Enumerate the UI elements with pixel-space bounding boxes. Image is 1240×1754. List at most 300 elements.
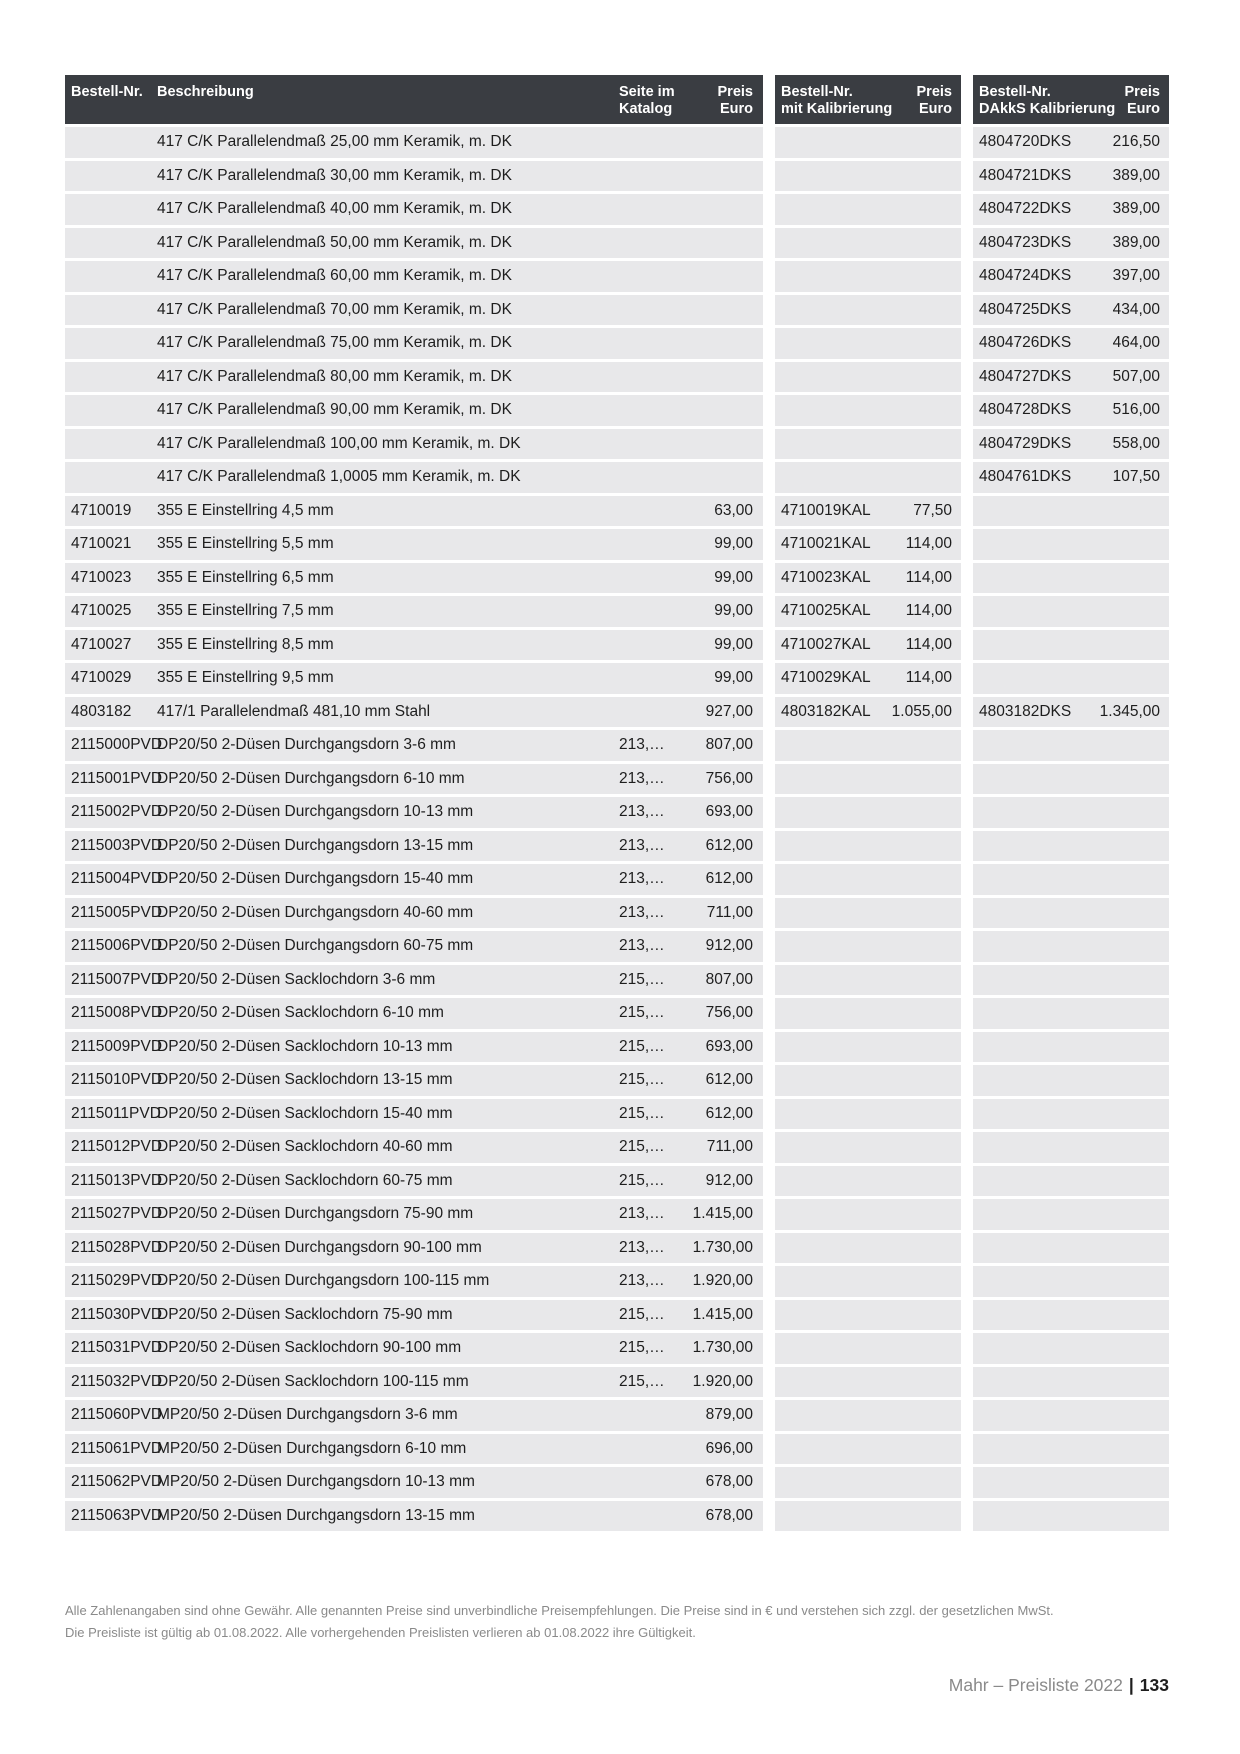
main-table-body bbox=[65, 127, 763, 1531]
beschreibung-cell: MP20/50 2-Düsen Durchgangsdorn 10-13 mm bbox=[157, 1473, 475, 1490]
dakks-row bbox=[973, 261, 1169, 292]
bestell-nr-cell: 2115009PVD bbox=[71, 1037, 163, 1055]
dakks-row bbox=[973, 1434, 1169, 1465]
bestell-nr-cell: 2115000PVD bbox=[71, 736, 163, 753]
beschreibung-cell: DP20/50 2-Düsen Sacklochdorn 90-100 mm bbox=[157, 1339, 462, 1356]
dakks-row bbox=[973, 563, 1169, 594]
calibration-row bbox=[775, 965, 961, 996]
bestell-nr-cell: 2115060PVD bbox=[71, 1406, 163, 1423]
table-row bbox=[65, 1266, 763, 1297]
bestell-nr-cell: 2115032PVD bbox=[71, 1372, 163, 1390]
bestell-nr-cell: 4710029 bbox=[71, 669, 132, 686]
calibration-row bbox=[775, 529, 961, 560]
calibration-row bbox=[775, 1266, 961, 1297]
dakks-row bbox=[973, 1501, 1169, 1532]
dakks-preis-cell: 516,00 bbox=[1112, 401, 1160, 418]
bestell-nr-cell: 2115010PVD bbox=[71, 1071, 163, 1088]
dakks-row bbox=[973, 764, 1169, 795]
page-footer bbox=[949, 1675, 1169, 1696]
dakks-row bbox=[973, 295, 1169, 326]
table-row bbox=[65, 261, 763, 292]
calibration-row bbox=[775, 496, 961, 527]
table-row bbox=[65, 630, 763, 661]
header-preis-kalibrierung: Preis Euro bbox=[916, 84, 952, 117]
beschreibung-cell: DP20/50 2-Düsen Durchgangsdorn 90-100 mm bbox=[157, 1238, 482, 1256]
calibration-row bbox=[775, 697, 961, 728]
disclaimer bbox=[65, 1600, 1175, 1644]
beschreibung-cell: MP20/50 2-Düsen Durchgangsdorn 13-15 mm bbox=[157, 1506, 475, 1524]
preis-cell: 99,00 bbox=[714, 535, 753, 552]
calibration-row bbox=[775, 362, 961, 393]
dakks-nr-cell: 4804722DKS bbox=[979, 200, 1072, 217]
katalog-seite-cell: 215,… bbox=[619, 1004, 665, 1021]
table-row bbox=[65, 1367, 763, 1398]
table-row bbox=[65, 228, 763, 259]
calibration-row bbox=[775, 429, 961, 460]
dakks-table-body bbox=[973, 127, 1169, 1531]
dakks-preis-cell: 389,00 bbox=[1112, 233, 1160, 251]
calibration-row bbox=[775, 1467, 961, 1498]
table-row bbox=[65, 496, 763, 527]
preis-cell: 807,00 bbox=[705, 736, 753, 753]
preis-cell: 1.415,00 bbox=[692, 1305, 753, 1323]
header-preis-euro: Preis Euro bbox=[717, 84, 753, 117]
table-row bbox=[65, 127, 763, 158]
kalibrierung-preis-cell: 77,50 bbox=[913, 501, 952, 519]
kalibrierung-preis-cell: 114,00 bbox=[905, 669, 952, 686]
dakks-row bbox=[973, 697, 1169, 728]
calibration-row bbox=[775, 161, 961, 192]
dakks-row bbox=[973, 429, 1169, 460]
table-row bbox=[65, 462, 763, 493]
table-row bbox=[65, 1400, 763, 1431]
calibration-row bbox=[775, 1300, 961, 1331]
bestell-nr-cell: 2115031PVD bbox=[71, 1339, 163, 1356]
bestell-nr-cell: 2115004PVD bbox=[71, 870, 163, 887]
table-row bbox=[65, 1333, 763, 1364]
bestell-nr-cell: 2115008PVD bbox=[71, 1004, 163, 1021]
bestell-nr-cell: 2115028PVD bbox=[71, 1238, 163, 1256]
katalog-seite-cell: 213,… bbox=[619, 870, 665, 887]
calibration-table-header bbox=[775, 75, 961, 124]
disclaimer-line-2: Die Preisliste ist gültig ab 01.08.2022. Alle vorhergehenden Preislisten verlieren ab 01.08.2022 ihre Gültigkeit. bbox=[65, 1625, 696, 1640]
calibration-row bbox=[775, 295, 961, 326]
calibration-row bbox=[775, 1065, 961, 1096]
beschreibung-cell: MP20/50 2-Düsen Durchgangsdorn 6-10 mm bbox=[157, 1439, 467, 1457]
calibration-row bbox=[775, 764, 961, 795]
beschreibung-cell: DP20/50 2-Düsen Durchgangsdorn 6-10 mm bbox=[157, 769, 465, 787]
bestell-nr-cell: 4710023 bbox=[71, 568, 132, 586]
dakks-row bbox=[973, 1333, 1169, 1364]
bestell-nr-cell: 2115062PVD bbox=[71, 1473, 163, 1490]
calibration-row bbox=[775, 864, 961, 895]
kalibrierung-nr-cell: 4710027KAL bbox=[781, 635, 871, 653]
table-row bbox=[65, 1467, 763, 1498]
dakks-row bbox=[973, 730, 1169, 761]
beschreibung-cell: DP20/50 2-Düsen Durchgangsdorn 15-40 mm bbox=[157, 870, 474, 887]
calibration-row bbox=[775, 462, 961, 493]
dakks-nr-cell: 4804721DKS bbox=[979, 166, 1072, 184]
dakks-row bbox=[973, 1300, 1169, 1331]
kalibrierung-nr-cell: 4710025KAL bbox=[781, 602, 871, 619]
beschreibung-cell: 417/1 Parallelendmaß 481,10 mm Stahl bbox=[157, 702, 431, 720]
calibration-row bbox=[775, 931, 961, 962]
dakks-nr-cell: 4803182DKS bbox=[979, 702, 1072, 720]
beschreibung-cell: 417 C/K Parallelendmaß 30,00 mm Keramik, m. DK bbox=[157, 166, 512, 184]
table-row bbox=[65, 998, 763, 1029]
preis-cell: 711,00 bbox=[706, 903, 753, 921]
calibration-row bbox=[775, 1233, 961, 1264]
main-price-table bbox=[65, 75, 763, 1534]
preis-cell: 63,00 bbox=[714, 501, 753, 519]
dakks-row bbox=[973, 1166, 1169, 1197]
table-row bbox=[65, 563, 763, 594]
preis-cell: 927,00 bbox=[705, 702, 753, 720]
katalog-seite-cell: 215,… bbox=[619, 1305, 665, 1323]
table-row bbox=[65, 663, 763, 694]
kalibrierung-nr-cell: 4710021KAL bbox=[781, 535, 871, 552]
calibration-row bbox=[775, 127, 961, 158]
dakks-row bbox=[973, 362, 1169, 393]
beschreibung-cell: DP20/50 2-Düsen Durchgangsdorn 10-13 mm bbox=[157, 803, 474, 820]
beschreibung-cell: DP20/50 2-Düsen Sacklochdorn 15-40 mm bbox=[157, 1104, 453, 1122]
beschreibung-cell: DP20/50 2-Düsen Sacklochdorn 40-60 mm bbox=[157, 1138, 453, 1155]
dakks-row bbox=[973, 864, 1169, 895]
beschreibung-cell: 417 C/K Parallelendmaß 90,00 mm Keramik, m. DK bbox=[157, 401, 512, 418]
preis-cell: 1.415,00 bbox=[692, 1205, 753, 1222]
header-bestell-nr-kalibrierung: Bestell-Nr. mit Kalibrierung bbox=[781, 84, 893, 117]
table-row bbox=[65, 898, 763, 929]
kalibrierung-preis-cell: 114,00 bbox=[905, 602, 952, 619]
preis-cell: 756,00 bbox=[705, 1004, 753, 1021]
dakks-nr-cell: 4804727DKS bbox=[979, 367, 1072, 385]
beschreibung-cell: 417 C/K Parallelendmaß 40,00 mm Keramik, m. DK bbox=[157, 200, 512, 217]
table-row bbox=[65, 194, 763, 225]
beschreibung-cell: 355 E Einstellring 5,5 mm bbox=[157, 535, 334, 552]
calibration-row bbox=[775, 1367, 961, 1398]
dakks-row bbox=[973, 194, 1169, 225]
preis-cell: 693,00 bbox=[705, 1037, 753, 1055]
bestell-nr-cell: 4710027 bbox=[71, 635, 132, 653]
preis-cell: 99,00 bbox=[714, 602, 753, 619]
beschreibung-cell: 417 C/K Parallelendmaß 75,00 mm Keramik, m. DK bbox=[157, 334, 512, 351]
katalog-seite-cell: 215,… bbox=[619, 1171, 665, 1189]
dakks-row bbox=[973, 998, 1169, 1029]
table-row bbox=[65, 1032, 763, 1063]
calibration-table-body bbox=[775, 127, 961, 1531]
bestell-nr-cell: 2115012PVD bbox=[71, 1138, 163, 1155]
dakks-preis-cell: 389,00 bbox=[1112, 166, 1160, 184]
beschreibung-cell: 355 E Einstellring 4,5 mm bbox=[157, 501, 334, 519]
calibration-row bbox=[775, 194, 961, 225]
calibration-row bbox=[775, 261, 961, 292]
calibration-row bbox=[775, 831, 961, 862]
table-row bbox=[65, 429, 763, 460]
disclaimer-line-1: Alle Zahlenangaben sind ohne Gewähr. Alle genannten Preise sind unverbindliche Preisempfehlungen. Die Preise sind in € und verstehen sich zzgl. der gesetzlichen MwSt. bbox=[65, 1603, 1054, 1618]
katalog-seite-cell: 215,… bbox=[619, 970, 665, 988]
calibration-row bbox=[775, 1166, 961, 1197]
table-row bbox=[65, 1199, 763, 1230]
preis-cell: 912,00 bbox=[705, 937, 753, 954]
preis-cell: 879,00 bbox=[705, 1406, 753, 1423]
table-row bbox=[65, 1434, 763, 1465]
beschreibung-cell: DP20/50 2-Düsen Sacklochdorn 6-10 mm bbox=[157, 1004, 444, 1021]
kalibrierung-preis-cell: 114,00 bbox=[905, 535, 952, 552]
katalog-seite-cell: 215,… bbox=[619, 1104, 665, 1122]
bestell-nr-cell: 2115001PVD bbox=[71, 769, 163, 787]
table-row bbox=[65, 1099, 763, 1130]
kalibrierung-nr-cell: 4710023KAL bbox=[781, 568, 871, 586]
preis-cell: 1.920,00 bbox=[692, 1372, 753, 1390]
table-row bbox=[65, 931, 763, 962]
table-row bbox=[65, 1065, 763, 1096]
preis-cell: 612,00 bbox=[705, 870, 753, 887]
calibration-row bbox=[775, 797, 961, 828]
table-row bbox=[65, 328, 763, 359]
bestell-nr-cell: 2115005PVD bbox=[71, 903, 163, 921]
katalog-seite-cell: 215,… bbox=[619, 1037, 665, 1055]
dakks-row bbox=[973, 161, 1169, 192]
katalog-seite-cell: 213,… bbox=[619, 1238, 665, 1256]
dakks-row bbox=[973, 965, 1169, 996]
dakks-nr-cell: 4804725DKS bbox=[979, 300, 1072, 318]
katalog-seite-cell: 213,… bbox=[619, 903, 665, 921]
dakks-preis-cell: 558,00 bbox=[1112, 434, 1160, 452]
calibration-row bbox=[775, 328, 961, 359]
dakks-nr-cell: 4804723DKS bbox=[979, 233, 1072, 251]
table-row bbox=[65, 864, 763, 895]
bestell-nr-cell: 2115006PVD bbox=[71, 937, 163, 954]
dakks-table-header bbox=[973, 75, 1169, 124]
header-bestell-nr-dakks: Bestell-Nr. DAkkS Kalibrierung bbox=[979, 84, 1116, 117]
dakks-row bbox=[973, 797, 1169, 828]
dakks-row bbox=[973, 1367, 1169, 1398]
header-beschreibung: Beschreibung bbox=[157, 84, 254, 100]
calibration-row bbox=[775, 663, 961, 694]
beschreibung-cell: DP20/50 2-Düsen Sacklochdorn 10-13 mm bbox=[157, 1037, 453, 1055]
table-row bbox=[65, 1300, 763, 1331]
bestell-nr-cell: 4710021 bbox=[71, 535, 132, 552]
calibration-row bbox=[775, 998, 961, 1029]
calibration-row bbox=[775, 1400, 961, 1431]
dakks-preis-cell: 507,00 bbox=[1112, 367, 1160, 385]
beschreibung-cell: 417 C/K Parallelendmaß 100,00 mm Keramik, m. DK bbox=[157, 434, 521, 452]
dakks-nr-cell: 4804728DKS bbox=[979, 401, 1072, 418]
footer-separator: | bbox=[1128, 1675, 1134, 1695]
preis-cell: 612,00 bbox=[705, 1071, 753, 1088]
calibration-row bbox=[775, 1132, 961, 1163]
table-row bbox=[65, 1501, 763, 1532]
dakks-row bbox=[973, 1099, 1169, 1130]
dakks-nr-cell: 4804720DKS bbox=[979, 133, 1072, 150]
table-row bbox=[65, 1166, 763, 1197]
preis-cell: 99,00 bbox=[714, 669, 753, 686]
table-row bbox=[65, 362, 763, 393]
dakks-row bbox=[973, 1467, 1169, 1498]
preis-cell: 912,00 bbox=[705, 1171, 753, 1189]
table-row bbox=[65, 529, 763, 560]
calibration-row bbox=[775, 1099, 961, 1130]
dakks-row bbox=[973, 1199, 1169, 1230]
katalog-seite-cell: 215,… bbox=[619, 1372, 665, 1390]
preis-cell: 612,00 bbox=[705, 1104, 753, 1122]
dakks-preis-cell: 397,00 bbox=[1112, 267, 1160, 284]
dakks-row bbox=[973, 596, 1169, 627]
kalibrierung-nr-cell: 4710019KAL bbox=[781, 501, 871, 519]
dakks-row bbox=[973, 898, 1169, 929]
katalog-seite-cell: 213,… bbox=[619, 1205, 665, 1222]
table-row bbox=[65, 697, 763, 728]
katalog-seite-cell: 215,… bbox=[619, 1071, 665, 1088]
bestell-nr-cell: 2115063PVD bbox=[71, 1506, 163, 1524]
bestell-nr-cell: 2115029PVD bbox=[71, 1272, 163, 1289]
beschreibung-cell: DP20/50 2-Düsen Sacklochdorn 100-115 mm bbox=[157, 1372, 469, 1390]
katalog-seite-cell: 215,… bbox=[619, 1138, 665, 1155]
calibration-row bbox=[775, 1434, 961, 1465]
preis-cell: 678,00 bbox=[705, 1473, 753, 1490]
dakks-row bbox=[973, 1400, 1169, 1431]
table-row bbox=[65, 1132, 763, 1163]
preis-cell: 99,00 bbox=[714, 635, 753, 653]
dakks-row bbox=[973, 1266, 1169, 1297]
katalog-seite-cell: 213,… bbox=[619, 836, 665, 854]
bestell-nr-cell: 4710019 bbox=[71, 501, 132, 519]
beschreibung-cell: DP20/50 2-Düsen Durchgangsdorn 60-75 mm bbox=[157, 937, 474, 954]
calibration-row bbox=[775, 228, 961, 259]
bestell-nr-cell: 2115061PVD bbox=[71, 1439, 163, 1457]
beschreibung-cell: 417 C/K Parallelendmaß 50,00 mm Keramik, m. DK bbox=[157, 233, 512, 251]
header-seite-im-katalog: Seite im Katalog bbox=[619, 84, 675, 117]
beschreibung-cell: 417 C/K Parallelendmaß 1,0005 mm Keramik, m. DK bbox=[157, 468, 521, 485]
beschreibung-cell: 417 C/K Parallelendmaß 70,00 mm Keramik, m. DK bbox=[157, 300, 512, 318]
dakks-row bbox=[973, 1065, 1169, 1096]
table-row bbox=[65, 1233, 763, 1264]
beschreibung-cell: 417 C/K Parallelendmaß 80,00 mm Keramik, m. DK bbox=[157, 367, 512, 385]
beschreibung-cell: 417 C/K Parallelendmaß 60,00 mm Keramik, m. DK bbox=[157, 267, 512, 284]
preis-cell: 807,00 bbox=[705, 970, 753, 988]
bestell-nr-cell: 2115002PVD bbox=[71, 803, 163, 820]
calibration-row bbox=[775, 596, 961, 627]
dakks-row bbox=[973, 1132, 1169, 1163]
table-row bbox=[65, 161, 763, 192]
preis-cell: 756,00 bbox=[705, 769, 753, 787]
dakks-preis-cell: 389,00 bbox=[1112, 200, 1160, 217]
bestell-nr-cell: 4710025 bbox=[71, 602, 132, 619]
bestell-nr-cell: 2115011PVD bbox=[71, 1104, 161, 1122]
dakks-preis-cell: 434,00 bbox=[1112, 300, 1160, 318]
dakks-row bbox=[973, 496, 1169, 527]
table-row bbox=[65, 395, 763, 426]
katalog-seite-cell: 213,… bbox=[619, 803, 665, 820]
beschreibung-cell: 417 C/K Parallelendmaß 25,00 mm Keramik, m. DK bbox=[157, 133, 512, 150]
dakks-nr-cell: 4804761DKS bbox=[979, 468, 1072, 485]
calibration-price-table bbox=[775, 75, 961, 1534]
beschreibung-cell: 355 E Einstellring 8,5 mm bbox=[157, 635, 334, 653]
kalibrierung-nr-cell: 4710029KAL bbox=[781, 669, 871, 686]
dakks-preis-cell: 107,50 bbox=[1112, 468, 1160, 485]
preis-cell: 711,00 bbox=[706, 1138, 753, 1155]
dakks-preis-cell: 1.345,00 bbox=[1099, 702, 1160, 720]
dakks-row bbox=[973, 1032, 1169, 1063]
bestell-nr-cell: 2115013PVD bbox=[71, 1171, 163, 1189]
dakks-row bbox=[973, 328, 1169, 359]
calibration-row bbox=[775, 1032, 961, 1063]
bestell-nr-cell: 2115030PVD bbox=[71, 1305, 163, 1323]
dakks-nr-cell: 4804726DKS bbox=[979, 334, 1072, 351]
calibration-row bbox=[775, 395, 961, 426]
calibration-row bbox=[775, 563, 961, 594]
header-preis-dakks: Preis Euro bbox=[1124, 84, 1160, 117]
beschreibung-cell: MP20/50 2-Düsen Durchgangsdorn 3-6 mm bbox=[157, 1406, 458, 1423]
preis-cell: 612,00 bbox=[705, 836, 753, 854]
page-number: 133 bbox=[1139, 1675, 1169, 1695]
dakks-row bbox=[973, 529, 1169, 560]
main-table-header bbox=[65, 75, 763, 124]
calibration-row bbox=[775, 898, 961, 929]
katalog-seite-cell: 213,… bbox=[619, 769, 665, 787]
preis-cell: 99,00 bbox=[714, 568, 753, 586]
preis-cell: 696,00 bbox=[705, 1439, 753, 1457]
beschreibung-cell: 355 E Einstellring 9,5 mm bbox=[157, 669, 334, 686]
preis-cell: 1.730,00 bbox=[692, 1339, 753, 1356]
dakks-nr-cell: 4804729DKS bbox=[979, 434, 1072, 452]
beschreibung-cell: DP20/50 2-Düsen Sacklochdorn 3-6 mm bbox=[157, 970, 436, 988]
dakks-row bbox=[973, 931, 1169, 962]
katalog-seite-cell: 215,… bbox=[619, 1339, 665, 1356]
preis-cell: 693,00 bbox=[705, 803, 753, 820]
dakks-nr-cell: 4804724DKS bbox=[979, 267, 1072, 284]
calibration-row bbox=[775, 1333, 961, 1364]
katalog-seite-cell: 213,… bbox=[619, 1272, 665, 1289]
table-row bbox=[65, 295, 763, 326]
kalibrierung-preis-cell: 114,00 bbox=[905, 635, 952, 653]
table-row bbox=[65, 965, 763, 996]
table-row bbox=[65, 764, 763, 795]
dakks-price-table bbox=[973, 75, 1169, 1534]
calibration-row bbox=[775, 1199, 961, 1230]
beschreibung-cell: DP20/50 2-Düsen Sacklochdorn 60-75 mm bbox=[157, 1171, 453, 1189]
beschreibung-cell: DP20/50 2-Düsen Sacklochdorn 75-90 mm bbox=[157, 1305, 453, 1323]
dakks-row bbox=[973, 831, 1169, 862]
dakks-preis-cell: 216,50 bbox=[1112, 133, 1160, 150]
preis-cell: 1.920,00 bbox=[692, 1272, 753, 1289]
bestell-nr-cell: 2115027PVD bbox=[71, 1205, 163, 1222]
dakks-row bbox=[973, 395, 1169, 426]
kalibrierung-preis-cell: 114,00 bbox=[905, 568, 952, 586]
table-row bbox=[65, 730, 763, 761]
bestell-nr-cell: 4803182 bbox=[71, 702, 132, 720]
beschreibung-cell: DP20/50 2-Düsen Durchgangsdorn 100-115 mm bbox=[157, 1272, 490, 1289]
dakks-preis-cell: 464,00 bbox=[1112, 334, 1160, 351]
header-bestell-nr: Bestell-Nr. bbox=[71, 84, 143, 100]
calibration-row bbox=[775, 730, 961, 761]
preis-cell: 1.730,00 bbox=[692, 1238, 753, 1256]
beschreibung-cell: DP20/50 2-Düsen Sacklochdorn 13-15 mm bbox=[157, 1071, 453, 1088]
beschreibung-cell: 355 E Einstellring 7,5 mm bbox=[157, 602, 334, 619]
beschreibung-cell: 355 E Einstellring 6,5 mm bbox=[157, 568, 334, 586]
calibration-row bbox=[775, 630, 961, 661]
calibration-row bbox=[775, 1501, 961, 1532]
dakks-row bbox=[973, 663, 1169, 694]
dakks-row bbox=[973, 462, 1169, 493]
table-row bbox=[65, 596, 763, 627]
dakks-row bbox=[973, 630, 1169, 661]
kalibrierung-nr-cell: 4803182KAL bbox=[781, 702, 871, 720]
table-row bbox=[65, 797, 763, 828]
kalibrierung-preis-cell: 1.055,00 bbox=[891, 702, 952, 720]
dakks-row bbox=[973, 228, 1169, 259]
publication-title: Mahr – Preisliste 2022 bbox=[948, 1675, 1123, 1695]
